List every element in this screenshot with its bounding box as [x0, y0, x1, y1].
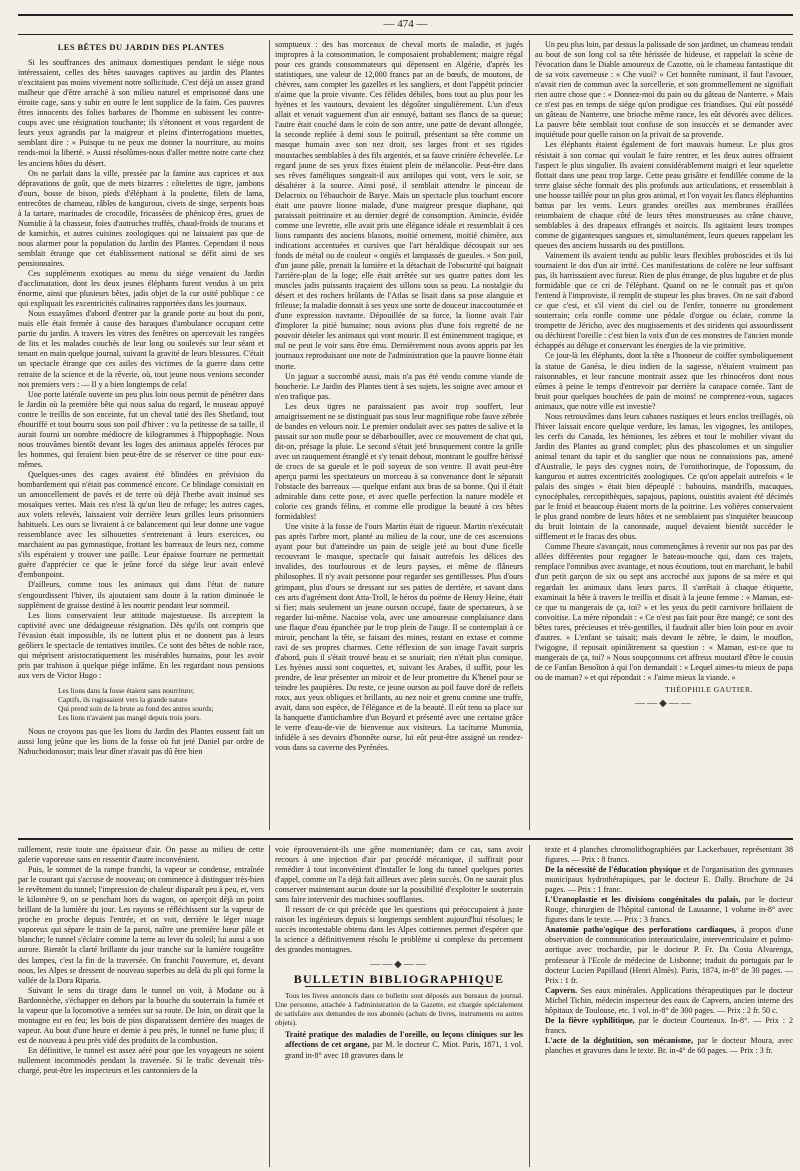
- verse-line: Captifs, ils rugissaient vers la grande nature: [58, 694, 188, 704]
- article-column-3: [535, 40, 793, 830]
- ornament-divider: ——◆——: [635, 698, 693, 710]
- paragraph: Vainement ils avaient tendu au public leurs flexibles proboscides et ils lui tournaient le dos d'un air irrité. Ces manifestations de colère ne leur suffisant pas, ils barrissaient avec fureur. Rien de plus étrange, de plus lugubre et de plus formidable que ce cri de l'éléphant. Quand on ne le connaît pas et qu'on l'entend à l'improviste, il remplit de stupeur les plus braves. On ne sait d'abord ce que c'est, et s'il vient du ciel ou de l'enfer, tonnerre ou grondement souterrain; cela ronfle comme une pédale d'orgue ou éclate, comme la trompette de Jéricho, avec des mugissements et des stridents qui assourdissent ou déchirent l'oreille : c'est bien la voix d'un de ces monstres de l'ancien monde échappés au déluge et conservant les énergies de la vie primitive.: [535, 250, 793, 351]
- paragraph: Une visite à la fosse de l'ours Martin était de rigueur. Martin n'exécutait pas après l'arbre mort, planté au milieu de la cour, une de ces ascensions ayant pour but d'atteindre un pain de seigle jeté au bout d'une ficelle recouvrant le masque, spectacle qui faisait autrefois les délices des invalides, des tourlourous et de leurs payses, et même de flâneurs philosophes. Il n'y avait personne pour regarder ses gentillesses. Plus d'ours grimpant, plus d'ours se dressant sur ses pattes de derrière, et savant dans ces arts d'agrément dont Atta-Troll, le héros du poëme de Henry Heine, était si fier; mais seulement un jeune ourson occupé, faute de spectateurs, à se regarder lui-même. Nacoise vola, avec une amoureuse complaisance dans une flaque d'eau épanchée par le trop plein de l'auge. Il se contemplait à ce miroir, penchant la tête, se faisant des mines, restant en extase et comme ravi de ses propres charmes. Cette réflexion de son image l'avait surpris d'abord, puis il s'était trouvé beau et se souriait; rien n'était plus comique. Les hyènes aussi sont coquettes, et, suivant les Arabes, il suffit, pour les prendre, de leur présenter un miroir et de leur promettre du K'henel pour se teindre les paupières. Du reste, ce jeune ourson au poil fauve doré de reflets roux, aux yeux obliques et brillants, au nez noir et grenu comme une truffe, avait, dans son espèce, de l'élégance et de la beauté. Il eût tenu sa place sur la banquette d'antichambre d'un Boyard et présenté avec une certaine grâce le verre d'eau-de-vie de bienvenue aux visiteurs. La taciturne Mummia, infidèle à ses devoirs d'honnête ourse, lui eût peut-être assigné un rendez-vous dans sa caverne des Pyrénées.: [275, 522, 523, 753]
- paragraph: Puis, le sommet de la rampe franchi, la vapeur se condense, entraînée par le courant qui s'accuse de nouveau; on commence à distinguer très-bien le revêtement du tunnel; l'impression de chaleur disparaît peu à peu, et, vers le kilomètre 9, on se penchant hors du wagon, on aperçoit déjà un point brillant de la lumière du jour. Les rayons se réfléchissent sur la vapeur de proche en proche depuis l'entrée, et on voit, derrière le léger nuage vaporeux qui sépare le train de la paroi, naître une première lueur pâle et blanche; le tunnel s'éclaire comme la terre au lever du soleil; lui aussi a son aurore. Bientôt la clarté brillante du jour tranche sur la lumière rougeâtre des lampes, c'est la fin de la traversée. On franchit l'ouverture, et, devant nous, les Alpes se dressent de nouveau superbes au delà du pli qui forme la vallée de la Dora Riparia.: [18, 865, 264, 985]
- paragraph: D'ailleurs, comme tous les animaux qui dans l'état de nature s'engourdissent l'hiver, ils ajoutaient sans doute à la ration diminuée le supplément de graisse destiné à les nourrir pendant leur sommeil.: [18, 580, 264, 610]
- paragraph: Un peu plus loin, par dessus la palissade de son jardinet, un chameau tendait au bout de son long col sa tête hérissée de hideuse, et rappelait la scène de l'évocation dans le Diable amoureux de Cazotte, où le chameau fantastique dit de sa voix caverneuse : « Che vuoi? » Cet honnête ruminant, il faut l'avouer, n'avait rien de commun avec la sorcellerie, et son grommellement ne signifiait rien autre chose que : « Donnez-moi du pain ou du gâteau de Nanterre. » Mais ce n'est pas en temps de siége qu'on prodigue ces friandises. Qui eût possédé un gâteau de Nanterre, une brioche même rance, les eût dévorés avec délices. La pauvre bête semblait tout confuse de son insuccès et se demander avec inquiétude pour quelle raison on la privait de sa provende.: [535, 40, 793, 140]
- entry-title: Traité pratique des maladies de l'oreille, ou leçons cliniques sur les affections de cet organe,: [285, 1030, 523, 1050]
- paragraph: Suivant le sens du tirage dans le tunnel on voit, à Modane ou à Bardonnèche, s'échapper en dehors par la bouche du souterrain la fumée et la vapeur que la locomotive a semées sur sa route. De loin, on dirait que la montagne est en feu; les bois de pins disparaissent derrière des nuages de vapeur. Au bout d'une heure et demie à peu près, le tunnel ne fume plus; il est de nouveau à peu près vidé des produits de la combustion.: [18, 985, 264, 1045]
- entry-title: Capvern.: [545, 985, 578, 995]
- entry-title: De la nécessité de l'éducation physique: [545, 865, 681, 875]
- paragraph: Il ressort de ce qui précède que les questions qui préoccupaient à juste raison les ingénieurs depuis si longtemps semblent aujourd'hui résolues; le succès incontestable obtenu dans les Alpes cottiennes permet d'espérer que la science a définitivement résolu le problème si complexe du percement des grandes montagnes.: [275, 905, 523, 955]
- ornament-divider: ——◆——: [370, 958, 428, 970]
- article-column-1: [18, 40, 264, 830]
- verse-line: Les lions n'avaient pas mangé depuis trois jours.: [58, 712, 201, 722]
- paragraph: Une porte latérale ouverte un peu plus loin nous permit de pénétrer dans le Jardin où la première bête qui nous salua du regard, le museau appuyé contre le treillis de son enceinte, fut un cheval tatié des îles Shetland, tout ébouriffé et tout bourru sous son poil d'hiver : vu la petitesse de sa taille, il aurait fourni un nombre médiocre de kilogrammes à l'hippophagie. Nous nous trouvâmes bientôt devant les loges des animaux appelés féroces par les hommes, qui feraient bien peut-être de se réserver ce titre pour eux-mêmes.: [18, 389, 264, 469]
- entry-details: par le docteur Moura, avec planches et gravures dans le texte. Br. in-4° de 60 pages. — Prix : 3 fr.: [545, 1035, 793, 1055]
- bibliography-entry: [535, 895, 793, 925]
- bibliography-entry: [275, 1030, 523, 1060]
- bibliography-entry: [535, 986, 793, 1016]
- entry-details: à propos d'une observation de communication interauriculaire, interventriculaire et pulmo-aortique avec trochardie, par le docteur P. Fr. Da Costa Alvarenga, professeur à l'Ecole de médecine de Lisbonne; traduit du portugais par le docteur Lucien Papillaud (Henri Almès). Paris, 1874, in-8° de 30 pages. — Prix : 1 fr.: [545, 925, 793, 985]
- paragraph: Les deux tigres ne paraissaient pas avoir trop souffert, leur amaigrissement ne se distinguait pas sous leur magnifique robe fauve zébrée de bandes en velours noir. Le premier ondulait avec ses pattes de salive et la passait sur son mufle pour se débarbouiller, avec ce mouvement de chat qui, dit-on, présage la pluie. Le second s'était jeté brusquement contre la grille avec un rauquement étranglé et s'y tenait debout, montrant le gouffre hérissé de crocs de sa gueule et le poil soyeux de son ventre. Il avait peut-être aperçu parmi les spectateurs un morceau à sa convenance dont le séparait l'obstacle des barreaux — quelque enfant aux bras de sa bonne. Qui il était admirable dans cette pose, et avec quelle perfection la nature modèle et colorie ces grands félins, et comme elle prodigue la beauté à ces bêtes formidables!: [275, 401, 523, 522]
- column-rule: [269, 845, 270, 1167]
- paragraph: Ce jour-là les éléphants, dont la tête a l'honneur de coiffer symboliquement la statue de Ganésa, le dieu indien de la sagesse, n'étaient vraiment pas raisonnables, et leur rancune montrait assez que les rhinocéros dont nous eûmes à peine le temps d'entrevoir par derrière la carapace cornée. Tant de bruit pour quelques bouchées de pain de moins! ne comprenez-vous, sagaces animaux, que notre ville est investie?: [535, 351, 793, 411]
- paragraph: Un jaguar a succombé aussi, mais n'a pas été vendu comme viande de boucherie. Le Jardin des Plantes tient à ses sujets, les soigne avec amour et n'en trafique pas.: [275, 371, 523, 401]
- entry-details: et de l'organisation des gymnases municipaux hydrothérapiques, par le docteur E. Dally. Brochure de 24 pages. — Prix : 1 franc.: [545, 865, 793, 895]
- verse-quote: [58, 686, 264, 722]
- section-separator: [18, 838, 793, 840]
- bulletin-rule: [305, 986, 493, 987]
- paragraph: Quelques-unes des cages avaient été blindées en prévision du bombardement qui n'était pas commencé encore. Ce blindage consistait en un amoncellement de pavés et de terre où déjà l'herbe avait insinué ses mosaïques vertes. Mais ces n'est là qu'un lieu de refuge; les autres cages, aux volets relevés, laissaient voir derrière leurs grilles leurs prisonniers habituels. Les ours se livraient à ce balancement qui leur donne une vague ressemblance avec les silhouettes s'entretenant à leurs exercices, ou marchaient au pas gymnastique, frottant les barreaux de leurs nez, comme s'ils espéraient y trouver une paille. Leur épaisse fourrure ne permettait guère d'apprécier ce que le jeûne forcé du siége leur avait enlevé d'embonpoint.: [18, 469, 264, 580]
- paragraph: Nous ne croyons pas que les lions du Jardin des Plantes eussent fait un aussi long jeûne que les lions de la fosse où fut jeté Daniel par ordre de Nabuchodonosor; mais leur dîner n'avait pas dû être bien: [18, 726, 264, 757]
- bibliography-entry: [535, 1036, 793, 1056]
- lower-column-1: [18, 845, 264, 1167]
- entry-details: par M. le docteur C. Miot. Paris, 1871, 1 vol. grand in-8° avec 18 gravures dans le: [285, 1040, 523, 1060]
- column-rule: [529, 40, 530, 830]
- paragraph: Les éléphants étaient également de fort mauvais humeur. Le plus gros résistait à son cornac qui voulait le faire rentrer, et les deux autres offraient l'aspect le plus singulier. Ils avaient considérablement maigri et leur squelette flottait dans une peau trop large. Cette peau grisâtre et fendillée comme de la terre glaise sèche formait des plis profonds aux articulations, et ressemblait à une housse taillée pour un plus gros animal, et l'on voyait les flancs éléphantins battus par les vents. Leurs grandes oreilles aux membranes éraillées retombaient de chaque côté de leurs têtes monstrueuses au crâne chauve, semblables à des drapeaux effrangés et noircis. Ils agitaient leurs trompes comme de gigantesques sangsues et, simultanément, leurs queues rappelant les queues des anciens hussards ou des postillons.: [535, 140, 793, 250]
- lower-column-2: [275, 845, 523, 1167]
- entry-details: Ses eaux minérales. Applications thérapeutiques par le docteur Michel Tichin, médecin inspecteur des eaux de Capvern, ancien interne des hôpitaux de Toulouse, etc. 1 vol. in-8° de 300 pages. — Prix : 2 fr. 50 c.: [545, 985, 793, 1015]
- paragraph: Comme l'heure s'avançait, nous commençâmes à revenir sur nos pas par des allées différentes pour regagner le bateau-mouche qui, dans ces trajets, remplace l'omnibus avec avantage, et nous écoutions, tout en marchant, le babil d'un petit garçon de six ou sept ans accroché aux jupons de sa mère et qui regardait les animaux dans leurs parcs. Il s'arrêtait à chaque étiquette, examinait la bête à travers le treillis et disait à la jeune femme : « Maman, est-ce que tu mangerais de ça, toi? » et les yeux du petit carnivore brillaient de convoitise. La mère répondait : « Ce n'est pas fait pour être mangé; ce sont des bêtes rares, précieuses et très-gentilles, il faudrait aller bien loin pour en avoir d'autres. » L'enfant se taisait; mais devant le zèbre, le daim, le mouflon, l'wigogne, il reposait opiniâtrement sa question : « Maman, est-ce que tu mangerais de ça, toi? » Nous soupçonnons cet affreux moutard d'être le cousin de ce Fanfan Benoîton à qui l'on demandait : « Lequel aimes-tu mieux de papa ou de maman? » et qui répondait : « J'aime mieux la viande. »: [535, 542, 793, 682]
- paragraph: raillement, reste toute une épaisseur d'air. On passe au milieu de cette galerie vaporeuse sans en ressentir d'autre inconvénient.: [18, 845, 264, 865]
- bibliography-entry: [535, 845, 793, 865]
- article-column-2: [275, 40, 523, 830]
- entry-details: par le docteur Rouge, chirurgien de l'hôpital cantonal de Lausanne, 1 volume in-8° avec figures dans le texte. — Prix : 3 francs.: [545, 895, 793, 925]
- entry-title: L'acte de la déglutition, son mécanisme,: [545, 1035, 694, 1045]
- entry-details: par le docteur Courteaux. In-8°. — Prix : 2 francs.: [545, 1015, 793, 1035]
- column-rule: [269, 40, 270, 830]
- entry-details: texte et 4 planches chromolithographiées par Lackerbauer, représentant 38 figures. — Prix : 8 francs.: [545, 845, 793, 865]
- paragraph: voie éprouveraient-ils une gêne momentanée; dans ce cas, sans avoir recours à une injection d'air par procédé mécanique, il suffirait pour remédier à tout inconvénient d'installer le long du tunnel quelques portes d'appel, comme on l'a déjà fait ailleurs avec plein succès. On ne saurait plus conserver maintenant aucun doute sur la possibilité d'exploiter le souterrain sans faire intervenir des machines soufflantes.: [275, 845, 523, 905]
- entry-title: L'Uranoplastie et les divisions congénitales du palais,: [545, 895, 741, 905]
- signature: THÉOPHILE GAUTIER.: [665, 685, 753, 694]
- entry-title: De la fièvre syphilitique,: [545, 1015, 635, 1025]
- paragraph: Ces suppléments exotiques au menu du siége venaient du Jardin d'acclimatation, dont les deux jeunes éléphants furent vendus à un prix énorme, ainsi que plusieurs bêtes, jadis objet de la cur osité publique : ce qui expliquait les excentricités culinaires rapportées dans les journaux.: [18, 269, 264, 309]
- entry-title: Anatomie patho'ogique des perforations cardiaques,: [545, 925, 737, 935]
- lower-column-3: [535, 845, 793, 1167]
- paragraph: En définitive, le tunnel est assez aéré pour que les voyageurs ne soient nullement incommodés pendant la traversée. Si le trafic devenait très-chargé, peut-être les inspecteurs et les cantonniers de la: [18, 1045, 264, 1076]
- page-header: [18, 14, 793, 35]
- verse-line: Qui prend soin de la brute au fond des antres sourds;: [58, 703, 214, 713]
- column-rule: [529, 845, 530, 1167]
- paragraph: On ne parlait dans la ville, pressée par la famine aux caprices et aux dépravations de goût, que de mets bizarres : côtelettes de tigre, jambons d'ours, bosse de bison, pieds d'éléphant à la poulette, filets de lama, entrecôtes de chameau, râbles de kangurous, civets de singe, serpents boas à la tartare, marinades de crocodile, fricassées de phénicop ères, grues de Numidie à la chasseur, foies d'autruches truffés, chaud-froids de toucans et de kamichis, et autres cuisines zoologiques qui ne laissaient pas que de nous alarmer pour la population du Jardin des Plantes. Cependant il nous semblait étrange que cet établissement national se défit ainsi de ses pensionnaires.: [18, 168, 264, 268]
- paragraph: Si les souffrances des animaux domestiques pendant le siége nous intéressaient, celles des bêtes sauvages captives au jardin des Plantes n'excitaient pas moins vivement notre sollicitude. C'est déjà un assez grand malheur que d'être arraché à son milieu naturel et emprisonné dans une étroite cage, sans y subir en outre le lent supplice de la faim. Ces pauvres êtres innocents des folies barbares de l'homme en subissent les contre-coups avec une résignation touchante; ils s'étonnent et vous regardent de leurs yeux agrandis par la maigreur et pleins d'interrogations muettes, semblant dire : « Puisque tu ne peux me donner la nourriture, au moins rends-moi la liberté. » Aussi résolûmes-nous d'aller mettre notre carte chez les anciens hôtes du désert.: [18, 58, 264, 168]
- verse-line: Les lions dans la fosse étaient sans nourriture;: [58, 685, 195, 695]
- bulletin-intro: Tous les livres annoncés dans ce bulletin sont déposés aux bureaux du journal. Une personne, attachée à l'administration de la Gazette, est chargée spécialement de satisfaire aux demandes de nos abonnés (achats de livres, instruments ou autres objets).: [275, 990, 523, 1028]
- bibliography-entry: [535, 1016, 793, 1036]
- page-number: — 474 —: [383, 18, 428, 30]
- bibliography-entry: [535, 925, 793, 985]
- paragraph: Nous essayâmes d'abord d'entrer par la grande porte au bout du pont, mais elle était fermée à cause des baraques d'ambulance occupant cette partie du jardin. A travers les vitres des fenêtres on apercevait les rangées de lits et les malades couchés de leur long ou soulevés sur leur séant et tenant en main quelque journal, suivant la gravité de leurs blessures. C'était un spectacle étrange que ces asiles des victimes de la guerre dans cette retraite de la science et de la rêverie, où, tout jeune nous venions seconder nos premiers vers : — Il y a bien longtemps de cela!: [18, 309, 264, 389]
- paragraph: Les lions conservaient leur attitude majestueuse. Ils acceptent la captivité avec une dédaigneuse résignation. Dès qu'ils ont compris que l'évasion était impossible, ils ne luttent plus et ne donnent pas à leurs geôliers le spectacle de tentatives inutiles. Ce sont des bêtes de noble race, qui méprisent aristocratiquement les misérables humains, pour les avoir pris par trahison à quelque piége infâme. En les regardant nous pensions aux vers de Victor Hugo :: [18, 610, 264, 680]
- bibliography-entry: [535, 865, 793, 895]
- paragraph: somptueux : des bas morceaux de cheval morts de maladie, et jugés impropres à la consommation, le composaient probablement; maigre régal pour ces grands consommateurs qui dépensent en Algérie, d'après les statistiques, une valeur de 12,000 francs par an de bœufs, de moutons, de chèvres, sans compter les gazelles et les sangliers, et dont l'appétit princier n'aime que la proie vivante. Ces félides débiles, bons tout au plus pour les hyènes et les vautours, devaient les dégoûter singulièrement. L'un d'eux allait et venait vaguement d'un air ennuyé, battant ses flancs de sa queue; l'autre était couché dans le coin de son antre, une patte de devant allongée, la seconde repliée à demi sous le poitrail, présentant sa tête comme un masque humain avec son nez droit, ses larges front et ses rigides moustaches semblables à des fils argentés, et sa fauve crinière échevelée. Le regard jaune de ses yeux fixes étaient plein de mélancolie. Peut-être dans ses rêves faméliques songeait-il aux antilopes qui vont, vers le soir, se désaltérer à la source. Ainsi posé, il semblait attendre le pinceau de Delacroix ou l'ébauchoir de Barye. Mais un spectacle plus touchant encore était une pauvre lionne malade, d'une maigreur presque diaphane, qui paraissait poitrinaire et au dernier degré de consomption. Amincie, évidée comme une levrette, elle avait pris une élégance idéale et ressemblait à ces lions rampants des anciens blasons, moitié ornement, moitié chimère, aux indications accentuées et cursives que l'art héraldique découpait sur ses fonds de métal ou de couleur « ongiés et lampassés de gueules. » Son poil, d'un jaune pâle, prenait la lumière et la détachait de l'obscurité qui baignait l'arrière-plan de la loge; elle était arrêtée sur ses quatre pattes dont les muscles jadis puissants traçaient des sillons sous sa peau. La nostalgie du désert et des rochers brûlants de l'Atlas se lisait dans sa pose alanguie et frileuse; la maladie donnait à ses yeux une sorte de douceur inaccoutumée et d'une expression navrante. Dépouillée de sa force, la lionne avait l'air d'implorer la pitié humaine; nous avions plus d'une fois regretté de ne pouvoir dételer les animaux qui vont mourir. Il est éminemment tragique, et nul ne peut le voir sans être ému. Dernièrement nous avons appris par les journaux reproduisant une note de l'administration que la pauvre lionne était morte.: [275, 40, 523, 371]
- paragraph: Nous retrouvâmes dans leurs cabanes rustiques et leurs enclos treillagés, où l'hiver laissait encore quelque verdure, les lamas, les vigognes, les antilopes, les cerfs du Canada, les hémiones, les zèbres et tout le mobilier vivant du Jardin des Plantes au grand complet; plus des phascolomes et un singulier animal tenant du tapir et du sanglier que nous ne connaissions pas, amené d'Australie, le pays des cygnes noirs, de l'ornithorinque, de l'opossum, du kangurou et autres excentricités zoologiques. Ce qu'on appelait autrefois « le palais des singes » était bien dépeuplé : babouins, mandrills, macaques, cynocéphales, cercopithèques, sapajous, papions, ouistitis avaient été décimés par le froid et beaucoup étaient morts de la poitrine. Les volières conservaient le plus grand nombre de leurs hôtes et ne semblaient pas s'inquiéter beaucoup du bruit lointain de la canonnade, auquel devaient bientôt succéder le sifflement et le fracas des obus.: [535, 411, 793, 542]
- article-title: LES BÊTES DU JARDIN DES PLANTES: [57, 42, 225, 52]
- bulletin-title: BULLETIN BIBLIOGRAPHIQUE: [293, 971, 505, 986]
